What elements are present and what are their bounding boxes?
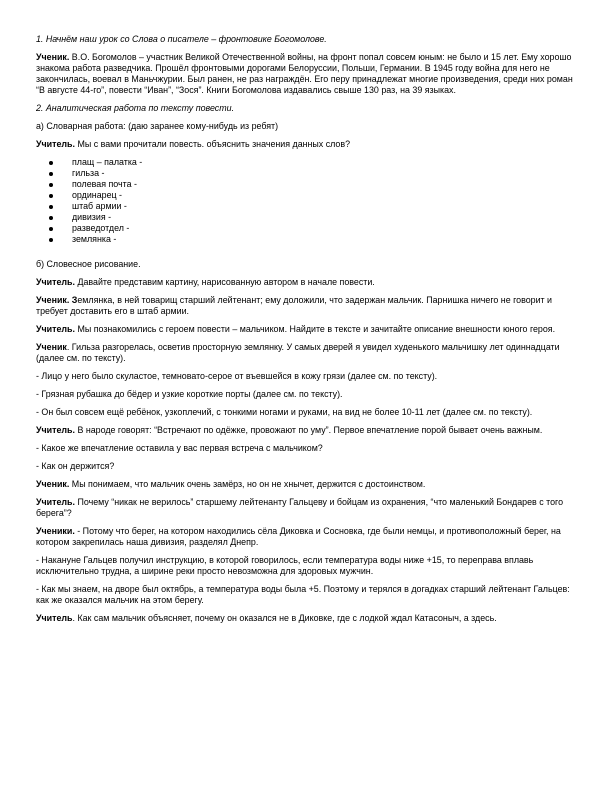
paragraph-text: . Гильза разгорелась, осветив просторную землянку. У самых дверей я увидел худенького мальчишку лет одиннадцати (далее см. по тексту). xyxy=(36,342,560,363)
speaker-label: Учитель. xyxy=(36,324,75,334)
list-item: плащ – палатка - xyxy=(36,157,578,168)
paragraph-text: Мы познакомились с героем повести – мальчиком. Найдите в тексте и зачитайте описание внешности юного героя. xyxy=(74,324,556,334)
speaker-label: Ученик. З xyxy=(36,295,78,305)
paragraph-text: Почему “никак не верилось” старшему лейтенанту Гальцеву и бойцам из охранения, “что маленький Бондарев с того берега”? xyxy=(36,497,564,518)
paragraph-student-description xyxy=(36,342,578,364)
list-item: дивизия - xyxy=(36,212,578,223)
speaker-label: Учитель. xyxy=(36,497,75,507)
paragraph-october: - Как мы знаем, на дворе был октябрь, а температура воды была +5. Поэтому и терялся в догадках старший лейтенант Гальцев: как же оказался мальчик на этом берегу. xyxy=(36,584,570,605)
paragraph-teacher-imagine xyxy=(36,277,578,288)
paragraph-teacher-why xyxy=(36,497,578,519)
paragraph-text: Давайте представим картину, нарисованную автором в начале повести. xyxy=(74,277,375,287)
speaker-label: Учитель. xyxy=(36,425,75,435)
subheading-verbal-drawing: б) Словесное рисование. xyxy=(36,259,141,269)
paragraph-student-dugout xyxy=(36,295,578,317)
paragraph-text: - Потому что берег, на котором находились сёла Диковка и Сосновка, где были немцы, и противоположный берег, на котором закрепилась наша дивизия, разделял Днепр. xyxy=(36,526,561,547)
speaker-label: Ученики. xyxy=(36,526,75,536)
section-heading-intro: 1. Начнём наш урок со Слова о писателе – фронтовике Богомолове. xyxy=(36,34,327,44)
paragraph-instruction: - Накануне Гальцев получил инструкцию, в которой говорилось, если температура воды ниже +15, то переправа вплавь исключительно трудна, а ширине реки просто невозможна для здоровых мужчин. xyxy=(36,555,534,576)
paragraph-question-impression: - Какое же впечатление оставила у вас первая встреча с мальчиком? xyxy=(36,443,323,453)
paragraph-teacher-proverb xyxy=(36,425,578,436)
list-item: штаб армии - xyxy=(36,201,578,212)
speaker-label: Учитель xyxy=(36,613,73,623)
paragraph-text: Мы с вами прочитали повесть. объяснить значения данных слов? xyxy=(74,139,351,149)
list-item: разведотдел - xyxy=(36,223,578,234)
paragraph-students-dnieper xyxy=(36,526,578,548)
subheading-vocabulary: а) Словарная работа: (даю заранее кому-нибудь из ребят) xyxy=(36,121,279,131)
speaker-label: Учитель. xyxy=(36,139,75,149)
paragraph-text: Мы понимаем, что мальчик очень замёрз, но он не хнычет, держится с достоинством. xyxy=(69,479,426,489)
section-heading-analysis: 2. Аналитическая работа по тексту повести. xyxy=(36,103,235,113)
list-item: землянка - xyxy=(36,234,578,245)
document-page xyxy=(36,34,578,631)
speaker-label: Учитель. xyxy=(36,277,75,287)
speaker-label: Ученик. xyxy=(36,479,70,489)
list-item: ординарец - xyxy=(36,190,578,201)
list-item: полевая почта - xyxy=(36,179,578,190)
paragraph-text: . Как сам мальчик объясняет, почему он оказался не в Диковке, где с лодкой ждал Катасоныч, а здесь. xyxy=(72,613,497,623)
list-item: гильза - xyxy=(36,168,578,179)
paragraph-teacher-vocab xyxy=(36,139,578,150)
paragraph-question-behaviour: - Как он держится? xyxy=(36,461,115,471)
paragraph-face: - Лицо у него было скуластое, темновато-серое от въевшейся в кожу грязи (далее см. по тексту). xyxy=(36,371,438,381)
speaker-label: Ученик. xyxy=(36,52,70,62)
paragraph-teacher-explain xyxy=(36,613,578,624)
paragraph-student-bio xyxy=(36,52,578,96)
paragraph-shirt: - Грязная рубашка до бёдер и узкие короткие порты (далее см. по тексту). xyxy=(36,389,343,399)
paragraph-student-frozen xyxy=(36,479,578,490)
paragraph-teacher-hero xyxy=(36,324,578,335)
speaker-label: Ученик xyxy=(36,342,67,352)
paragraph-text: В народе говорят: “Встречают по одёжке, провожают по уму”. Первое впечатление порой бывает очень важным. xyxy=(74,425,543,435)
paragraph-child: - Он был совсем ещё ребёнок, узкоплечий, с тонкими ногами и руками, на вид не более 10-11 лет (далее см. по тексту). xyxy=(36,407,533,417)
vocabulary-list xyxy=(36,157,578,245)
paragraph-text: емлянка, в ней товарищ старший лейтенант; ему доложили, что задержан мальчик. Парнишка ничего не говорит и требует доставить его в штаб армии. xyxy=(36,295,553,316)
paragraph-text: В.О. Богомолов – участник Великой Отечественной войны, на фронт попал совсем юным: не было и 15 лет. Ему хорошо знакома работа разведчика. Прошёл фронтовыми дорогами Белоруссии, Польши, Германии. В 1945 году война для него не закончилась, воевал в Маньчжурии. Был ранен, не раз награждён. Его перу принадлежат многие произведения, среди них роман “В августе 44-го”, повести “Иван”, “Зося”. Книги Богомолова издавались свыше 130 раз, на 39 языках. xyxy=(36,52,573,95)
